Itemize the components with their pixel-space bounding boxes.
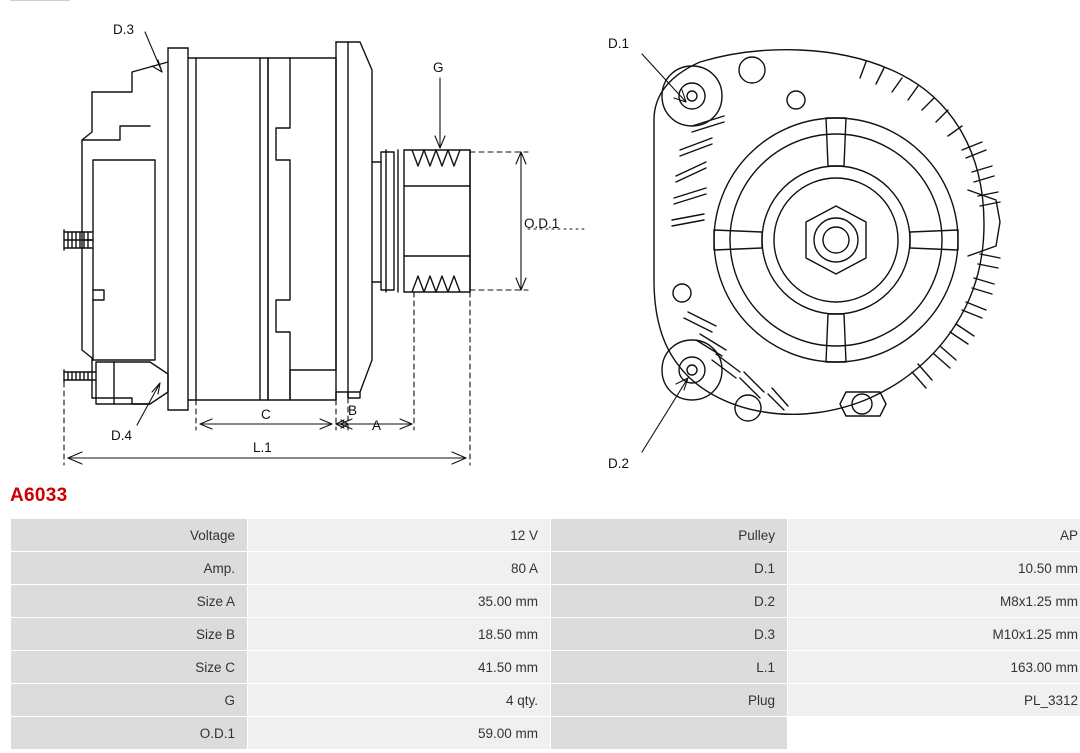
spec-value: 80 A (248, 552, 551, 585)
specifications-table (10, 518, 1080, 750)
spec-label: D.3 (551, 618, 788, 651)
label-d3: D.3 (113, 22, 135, 37)
spec-label: Size C (11, 651, 248, 684)
table-row (11, 519, 1080, 552)
label-d2: D.2 (608, 456, 630, 471)
spec-label: L.1 (551, 651, 788, 684)
spec-value: M8x1.25 mm (788, 585, 1080, 618)
spec-value: 59.00 mm (248, 717, 551, 750)
spec-label: D.1 (551, 552, 788, 585)
front-view (654, 50, 1000, 421)
spec-label: D.2 (551, 585, 788, 618)
label-l1: L.1 (253, 440, 272, 455)
table-row (11, 684, 1080, 717)
label-c: C (261, 407, 271, 422)
table-row (11, 717, 1080, 750)
label-a: A (372, 418, 382, 433)
spec-label-empty (551, 717, 788, 750)
spec-label: G (11, 684, 248, 717)
spec-value-empty (788, 717, 1080, 750)
part-number: A6033 (10, 485, 68, 506)
side-view (64, 42, 470, 410)
spec-value: 12 V (248, 519, 551, 552)
label-g: G (433, 60, 444, 75)
spec-label: O.D.1 (11, 717, 248, 750)
label-od1: O.D.1 (524, 216, 560, 231)
spec-label: Size B (11, 618, 248, 651)
spec-label: Amp. (11, 552, 248, 585)
spec-value: 41.50 mm (248, 651, 551, 684)
spec-value: 10.50 mm (788, 552, 1080, 585)
spec-value: AP (788, 519, 1080, 552)
spec-value: 35.00 mm (248, 585, 551, 618)
spec-label: Voltage (11, 519, 248, 552)
label-b: B (348, 403, 358, 418)
table-row (11, 552, 1080, 585)
spec-value: 4 qty. (248, 684, 551, 717)
label-d1: D.1 (608, 36, 630, 51)
spec-value: 163.00 mm (788, 651, 1080, 684)
table-row (11, 651, 1080, 684)
label-d4: D.4 (111, 428, 133, 443)
spec-label: Pulley (551, 519, 788, 552)
spec-value: M10x1.25 mm (788, 618, 1080, 651)
spec-label: Plug (551, 684, 788, 717)
spec-label: Size A (11, 585, 248, 618)
table-row (11, 618, 1080, 651)
spec-value: 18.50 mm (248, 618, 551, 651)
table-row (11, 585, 1080, 618)
spec-value: PL_3312 (788, 684, 1080, 717)
